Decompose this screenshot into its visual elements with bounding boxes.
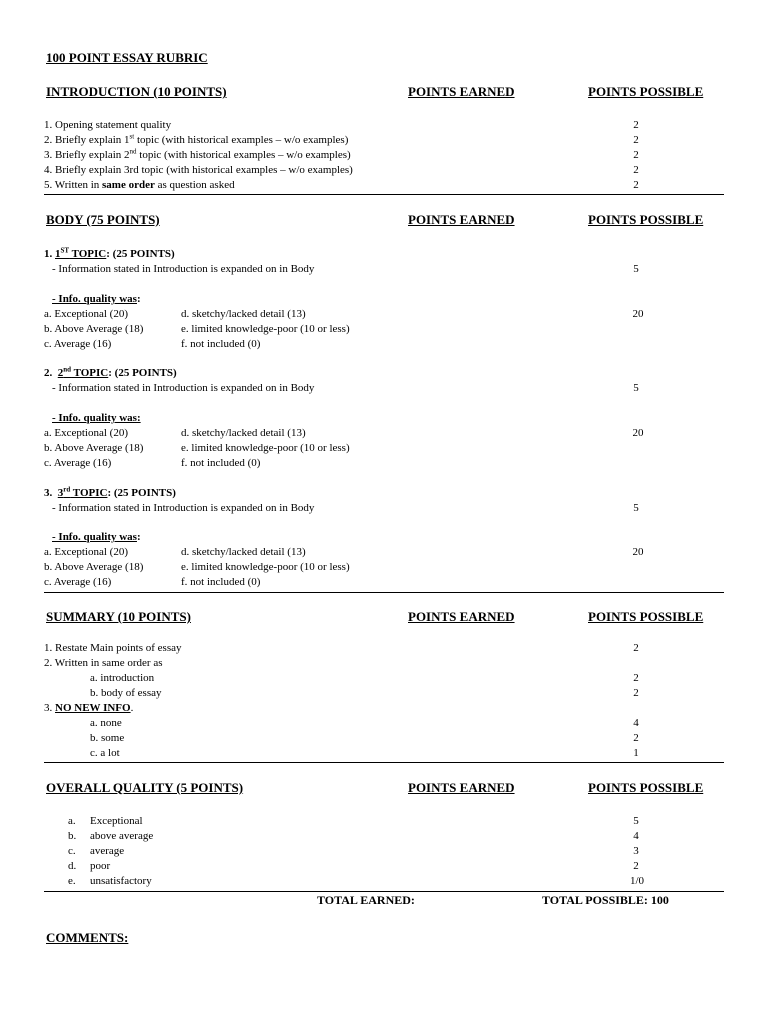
rubric-row: b. above average 4	[68, 830, 639, 842]
info-quality-label: - Info. quality was:	[52, 293, 141, 305]
grade-row: b. Above Average (18) e. limited knowledge-poor (10 or less)	[44, 323, 350, 335]
points-possible-header: POINTS POSSIBLE	[588, 84, 704, 99]
rubric-row: 4. Briefly explain 3rd topic (with historical examples – w/o examples) 2	[44, 164, 639, 176]
points-earned-header: POINTS EARNED	[408, 84, 515, 99]
points-possible-header: POINTS POSSIBLE	[588, 609, 704, 624]
section-title: OVERALL QUALITY (5 POINTS)	[46, 780, 244, 795]
rubric-row: 3. NO NEW INFO.	[44, 702, 134, 714]
points-earned-header: POINTS EARNED	[408, 212, 515, 227]
grade-row: c. Average (16) f. not included (0)	[44, 576, 261, 588]
rubric-row: - Information stated in Introduction is expanded on in Body 5	[52, 382, 639, 394]
rubric-page	[44, 0, 724, 1024]
rubric-row: b. body of essay 2	[90, 687, 639, 699]
section-divider	[44, 194, 724, 195]
info-quality-label: - Info. quality was:	[52, 412, 141, 424]
body-header	[46, 212, 724, 228]
rubric-row: e. unsatisfactory 1/0	[68, 875, 645, 887]
rubric-row: - Information stated in Introduction is expanded on in Body 5	[52, 502, 639, 514]
section-title: BODY (75 POINTS)	[46, 212, 160, 227]
grade-row: b. Above Average (18) e. limited knowledge-poor (10 or less)	[44, 442, 350, 454]
points-earned-header: POINTS EARNED	[408, 609, 515, 624]
rubric-row: 2. Written in same order as	[44, 657, 163, 669]
topic-heading: 1. 1ST TOPIC: (25 POINTS)	[44, 246, 175, 260]
section-divider	[44, 891, 724, 892]
info-quality-label: - Info. quality was:	[52, 531, 141, 543]
comments-label: COMMENTS:	[46, 930, 129, 945]
total-earned-label: TOTAL EARNED:	[317, 893, 415, 907]
page-title: 100 POINT ESSAY RUBRIC	[46, 50, 208, 65]
grade-row: c. Average (16) f. not included (0)	[44, 338, 261, 350]
grade-row: a. Exceptional (20) d. sketchy/lacked detail (13) 20	[44, 427, 644, 439]
rubric-row: c. a lot 1	[90, 747, 639, 759]
section-title: INTRODUCTION (10 POINTS)	[46, 84, 227, 99]
overall-quality-header	[46, 780, 724, 796]
rubric-row: a. introduction 2	[90, 672, 639, 684]
rubric-row: b. some 2	[90, 732, 639, 744]
section-title: SUMMARY (10 POINTS)	[46, 609, 191, 624]
grade-row: a. Exceptional (20) d. sketchy/lacked detail (13) 20	[44, 308, 644, 320]
rubric-row: - Information stated in Introduction is expanded on in Body 5	[52, 263, 639, 275]
rubric-row: d. poor 2	[68, 860, 639, 872]
topic-heading: 3. 3rd TOPIC: (25 POINTS)	[44, 485, 176, 499]
introduction-header	[46, 84, 724, 100]
points-earned-header: POINTS EARNED	[408, 780, 515, 795]
rubric-row: 3. Briefly explain 2nd topic (with historical examples – w/o examples) 2	[44, 147, 639, 161]
grade-row: a. Exceptional (20) d. sketchy/lacked detail (13) 20	[44, 546, 644, 558]
rubric-row: 1. Restate Main points of essay 2	[44, 642, 639, 654]
grade-row: c. Average (16) f. not included (0)	[44, 457, 261, 469]
points-possible-header: POINTS POSSIBLE	[588, 780, 704, 795]
topic-heading: 2. 2nd TOPIC: (25 POINTS)	[44, 365, 177, 379]
rubric-row: 1. Opening statement quality 2	[44, 119, 639, 131]
rubric-row: a. none 4	[90, 717, 639, 729]
section-divider	[44, 762, 724, 763]
points-possible-header: POINTS POSSIBLE	[588, 212, 704, 227]
rubric-row: 2. Briefly explain 1st topic (with historical examples – w/o examples) 2	[44, 132, 639, 146]
total-possible-label: TOTAL POSSIBLE: 100	[542, 893, 669, 907]
grade-row: b. Above Average (18) e. limited knowledge-poor (10 or less)	[44, 561, 350, 573]
rubric-row: a. Exceptional 5	[68, 815, 639, 827]
rubric-row: 5. Written in same order as question asked 2	[44, 179, 639, 191]
rubric-row: c. average 3	[68, 845, 639, 857]
section-divider	[44, 592, 724, 593]
summary-header	[46, 609, 724, 625]
